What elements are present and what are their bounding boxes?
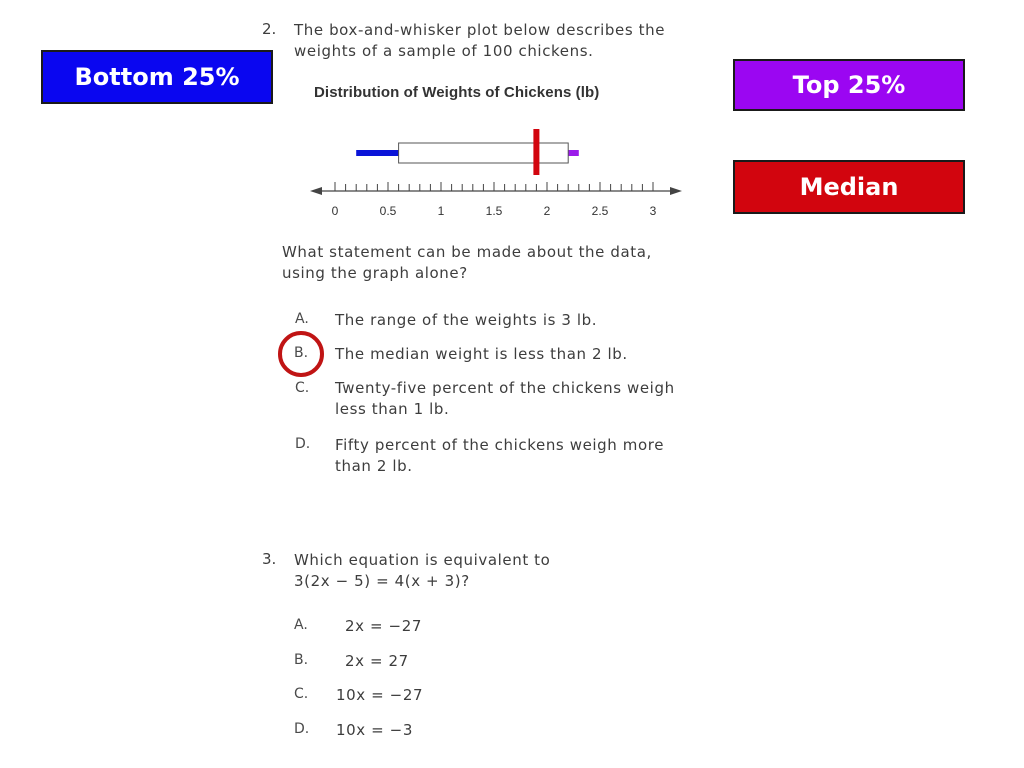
tick-label: 1.5 [485, 204, 503, 218]
question-2-prompt-line-2: using the graph alone? [282, 264, 468, 282]
box-q1-q3 [399, 143, 569, 163]
axis-arrow-left [310, 187, 322, 195]
option-a-letter: A. [295, 311, 309, 327]
question-2-number: 2. [262, 20, 277, 38]
option-b-letter: B. [294, 345, 309, 361]
question-3-line-1: Which equation is equivalent to [294, 551, 551, 569]
option-c-text-line-1: Twenty-five percent of the chickens weigh [335, 379, 675, 397]
question-3-number: 3. [262, 550, 277, 568]
tick-label: 0 [331, 204, 339, 218]
q3-option-b-text: 2x = 27 [345, 652, 409, 670]
question-3-line-2: 3(2x − 5) = 4(x + 3)? [294, 572, 470, 590]
q3-option-a-letter: A. [294, 617, 308, 633]
q3-option-d-text: 10x = −3 [336, 721, 413, 739]
question-2-line-1: The box-and-whisker plot below describes the [294, 21, 666, 39]
option-d-text-line-2: than 2 lb. [335, 457, 413, 475]
tick-label: 2.5 [591, 204, 609, 218]
median-label: Median [733, 160, 965, 214]
q3-option-c-letter: C. [294, 686, 309, 702]
q3-option-b-letter: B. [294, 652, 309, 668]
option-c-letter: C. [295, 380, 310, 396]
question-2-prompt-line-1: What statement can be made about the data, [282, 243, 652, 261]
option-a-text: The range of the weights is 3 lb. [335, 311, 598, 329]
tick-label: 2 [543, 204, 551, 218]
q3-option-d-letter: D. [294, 721, 310, 737]
top-25-label: Top 25% [733, 59, 965, 111]
option-b-text: The median weight is less than 2 lb. [335, 345, 628, 363]
tick-label: 0.5 [379, 204, 397, 218]
tick-label: 3 [649, 204, 657, 218]
q3-option-c-text: 10x = −27 [336, 686, 424, 704]
bottom-25-label: Bottom 25% [41, 50, 273, 104]
box-whisker-plot [300, 118, 700, 228]
option-c-text-line-2: less than 1 lb. [335, 400, 450, 418]
question-2-line-2: weights of a sample of 100 chickens. [294, 42, 594, 60]
q3-option-a-text: 2x = −27 [345, 617, 422, 635]
option-d-letter: D. [295, 436, 311, 452]
answer-circle [276, 329, 326, 379]
axis-arrow-right [670, 187, 682, 195]
option-d-text-line-1: Fifty percent of the chickens weigh more [335, 436, 665, 454]
chart-title: Distribution of Weights of Chickens (lb) [314, 84, 600, 101]
tick-label: 1 [437, 204, 445, 218]
